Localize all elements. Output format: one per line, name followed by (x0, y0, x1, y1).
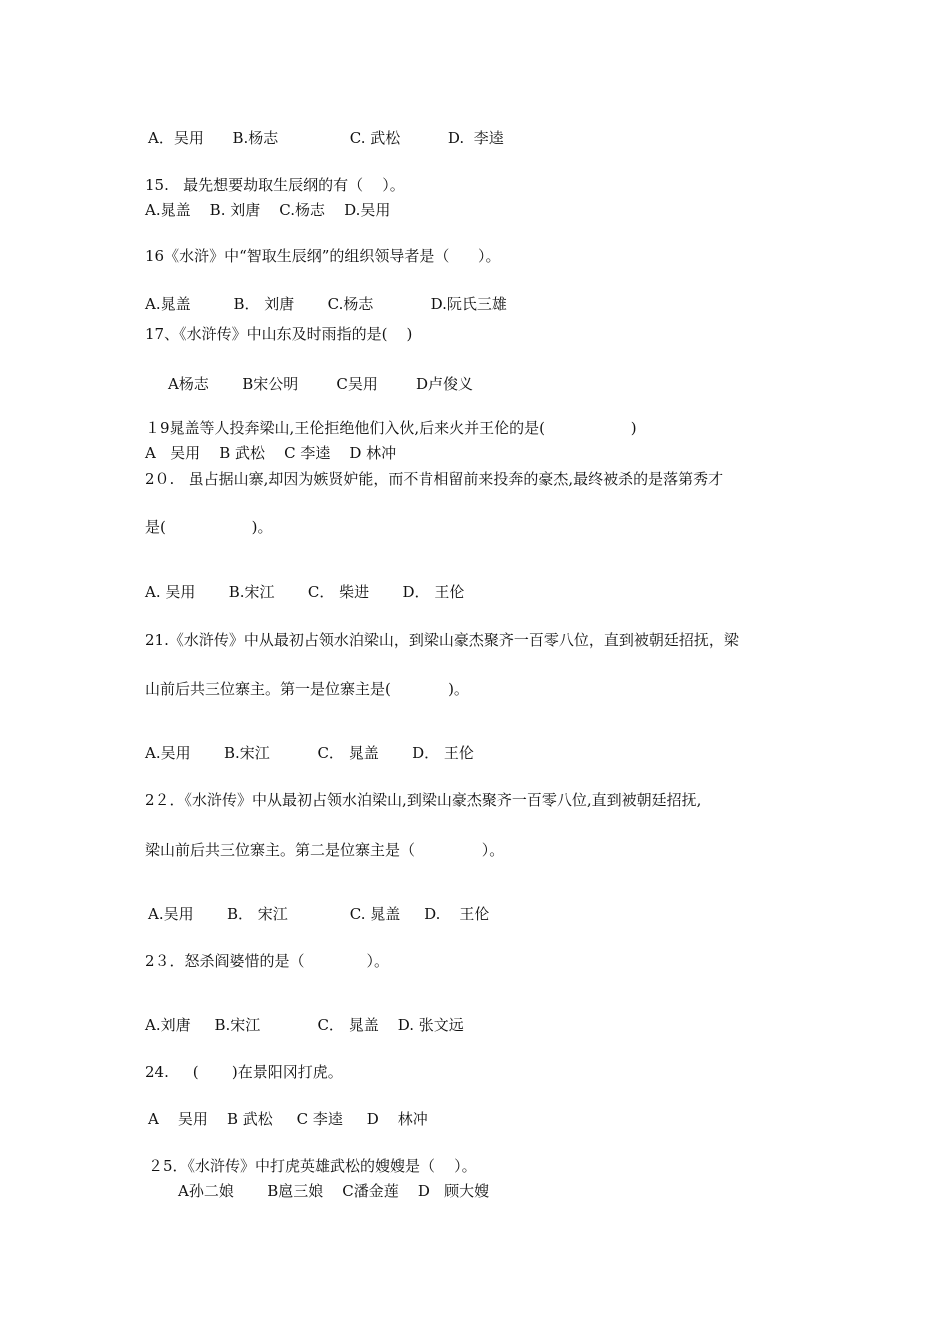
q16-options: A.晁盖 B． 刘唐 C.杨志 D.阮氏三雄 (145, 295, 507, 313)
q17-options: A杨志 B宋公明 C吴用 D卢俊义 (168, 375, 474, 393)
q23-options: A.刘唐 B.宋江 C． 晁盖 D. 张文远 (145, 1016, 464, 1034)
q25-question: ２5．《水浒传》中打虎英雄武松的嫂嫂是（ ）。 (148, 1157, 477, 1175)
q19-question: １9晁盖等人投奔梁山,王伦拒绝他们入伙,后来火并王伦的是( ) (145, 419, 637, 437)
q21-question: 21.《水浒传》中从最初占领水泊梁山，到梁山豪杰聚齐一百零八位，直到被朝廷招抚，梁 (145, 631, 739, 649)
q22-question: 2２．《水浒传》中从最初占领水泊梁山,到梁山豪杰聚齐一百零八位,直到被朝廷招抚, (145, 791, 702, 809)
q15-options: A.晁盖 B. 刘唐 C.杨志 D.吴用 (145, 201, 391, 219)
q23-question: 2３．怒杀阎婆惜的是（ ）。 (145, 952, 390, 970)
q20-question-cont: 是( )。 (145, 518, 273, 536)
q14-options: A．吴用 B.杨志 C. 武松 D. 李逵 (148, 129, 504, 147)
q15-question: 15. 最先想要劫取生辰纲的有（ ）。 (145, 176, 405, 194)
q17-question: 17、《水浒传》中山东及时雨指的是( ) (145, 325, 413, 343)
q22-question-cont: 梁山前后共三位寨主。第二是位寨主是（ ）。 (145, 841, 505, 859)
q16-question: 16《水浒》中“智取生辰纲”的组织领导者是（ ）。 (145, 247, 501, 265)
q20-question: 2０. 虽占据山寨,却因为嫉贤妒能，而不肯相留前来投奔的豪杰,最终被杀的是落第秀才 (145, 470, 724, 488)
q24-question: 24. ( )在景阳冈打虎。 (145, 1063, 343, 1081)
q20-options: A. 吴用 B.宋江 C． 柴进 D． 王伦 (145, 583, 465, 601)
q24-options: A 吴用 B 武松 C 李逵 D 林冲 (148, 1110, 428, 1128)
q21-options: A.吴用 B.宋江 C． 晁盖 D． 王伦 (145, 744, 474, 762)
q25-options: A孙二娘 B扈三娘 C潘金莲 D 顾大嫂 (178, 1182, 490, 1200)
q19-options: A 吴用 B 武松 C 李逵 D 林冲 (145, 444, 397, 462)
q21-question-cont: 山前后共三位寨主。第一是位寨主是( )。 (145, 680, 469, 698)
q22-options: A.吴用 B． 宋江 C. 晁盖 D. 王伦 (148, 905, 490, 923)
